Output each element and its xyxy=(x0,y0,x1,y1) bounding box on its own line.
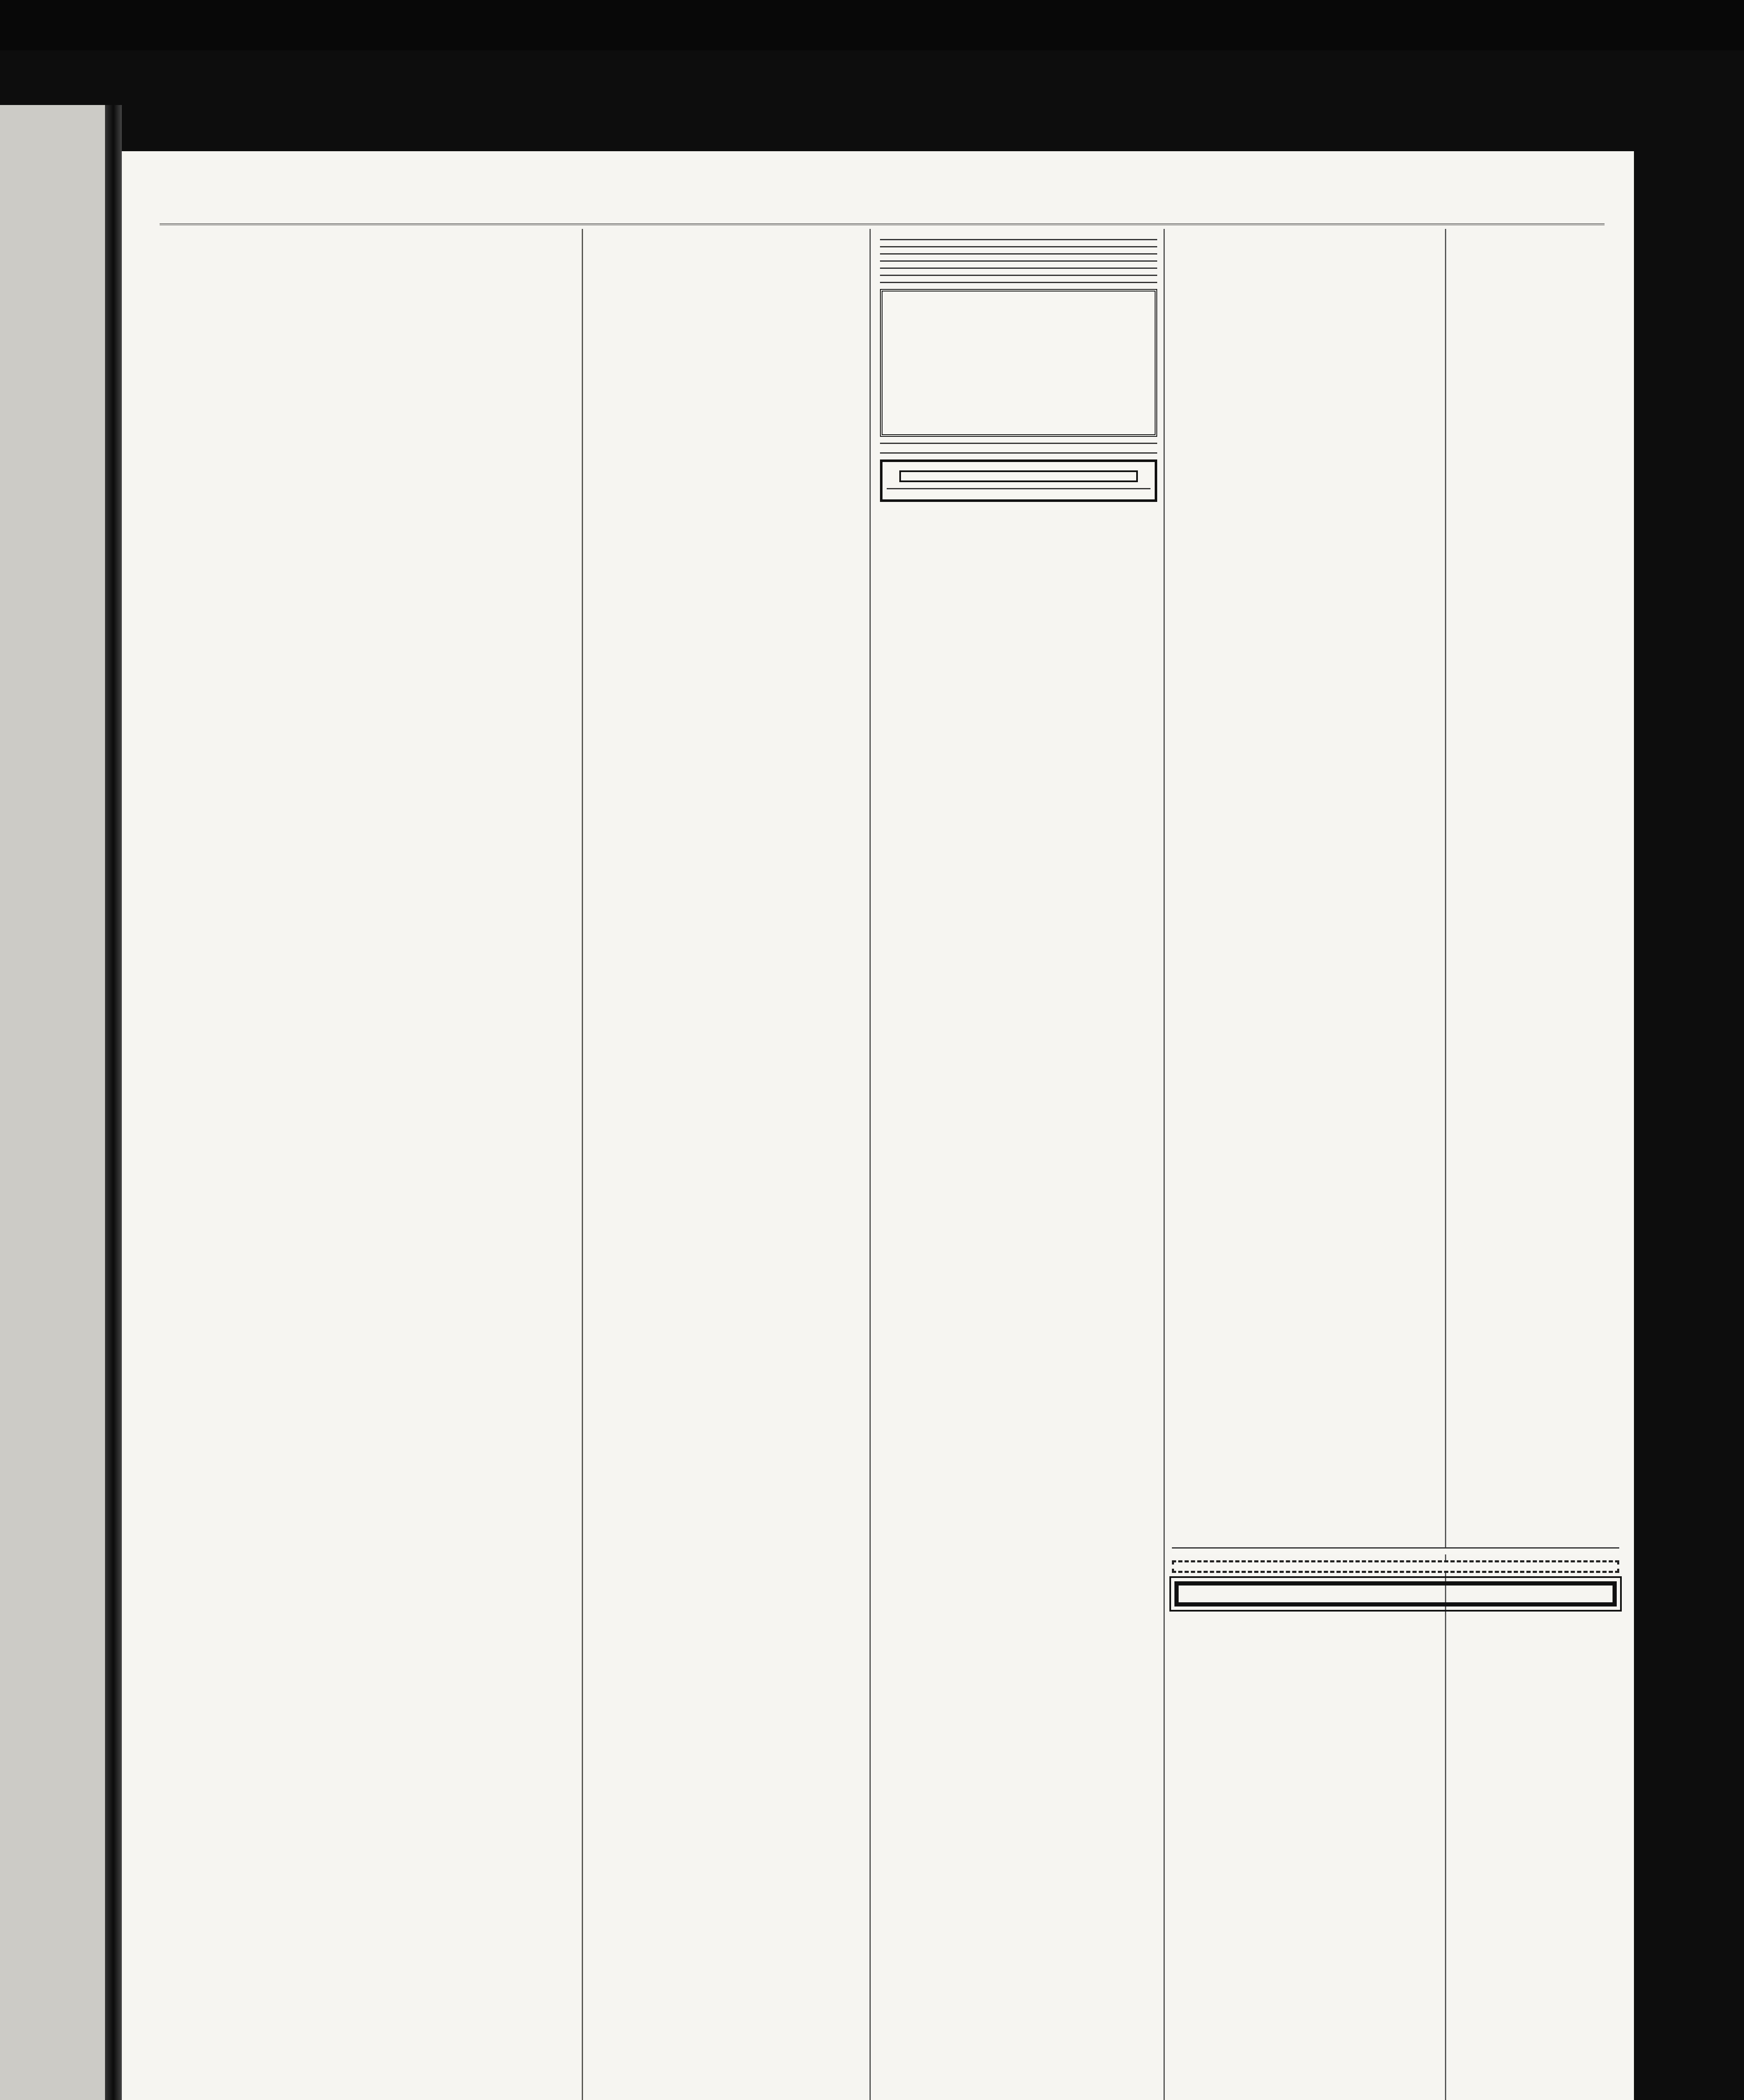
ads-block xyxy=(1172,1541,1619,1615)
newspaper-page xyxy=(122,151,1634,2100)
boiler-ad xyxy=(1172,1560,1619,1573)
price-list-ad xyxy=(1174,1581,1617,1606)
watch-repair-ad xyxy=(880,289,1157,437)
header-rule xyxy=(160,223,1605,225)
page-header xyxy=(122,200,1634,225)
column-5 xyxy=(1453,233,1619,239)
separator xyxy=(880,275,1157,276)
column-rule xyxy=(1445,229,1446,2100)
column-rule xyxy=(1164,229,1165,2100)
separator xyxy=(880,282,1157,283)
liquor-ad xyxy=(880,443,1157,454)
nugget-ad xyxy=(880,459,1157,502)
separator xyxy=(887,488,1150,489)
column-3 xyxy=(880,233,1157,508)
separator xyxy=(880,260,1157,262)
separator xyxy=(1172,1547,1619,1549)
society-headline xyxy=(176,229,815,321)
separator xyxy=(880,268,1157,269)
film-strip xyxy=(0,0,1744,50)
column-rule xyxy=(869,229,871,2100)
separator xyxy=(880,253,1157,255)
nugget-box xyxy=(899,470,1138,482)
separator xyxy=(880,239,1157,240)
page-gutter xyxy=(105,105,122,2100)
white-pass-ad xyxy=(1172,1547,1619,1554)
adjacent-page-edge xyxy=(0,105,113,2100)
separator xyxy=(880,246,1157,247)
column-rule xyxy=(582,229,583,2100)
